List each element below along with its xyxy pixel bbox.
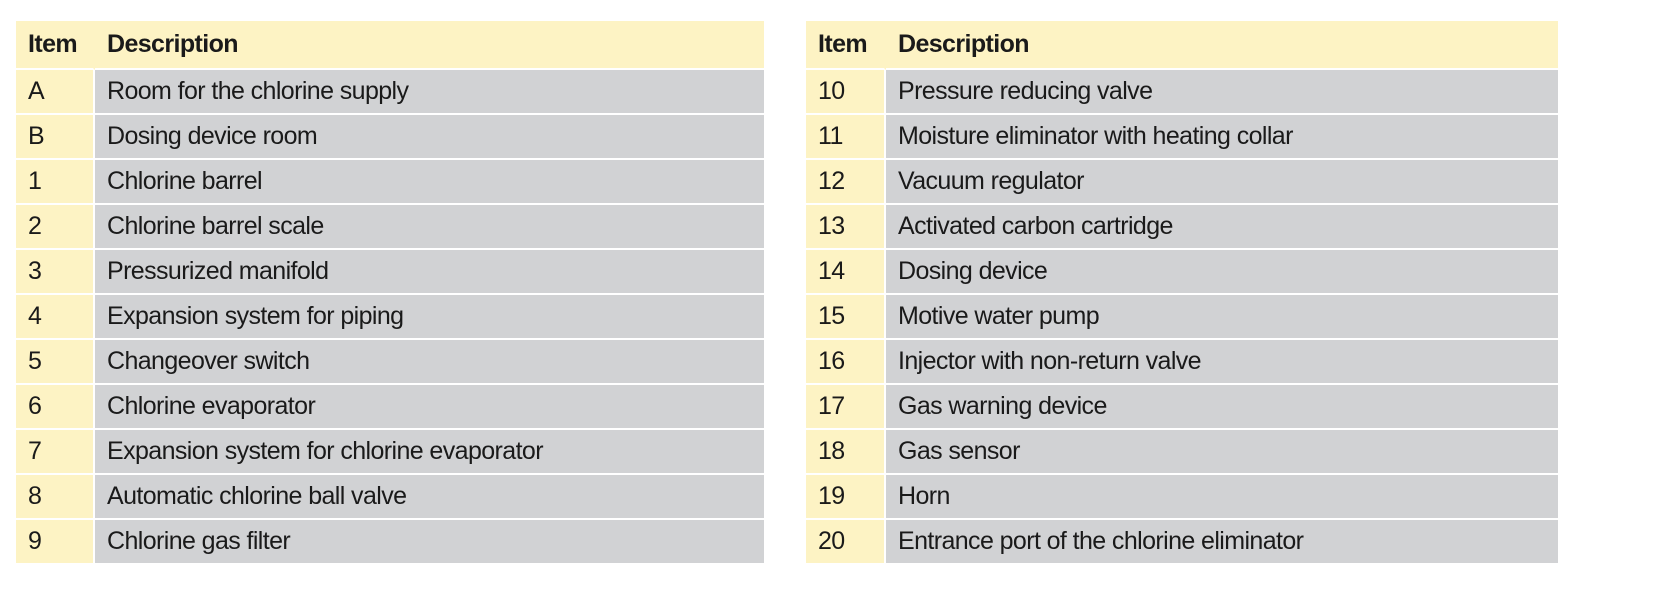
item-cell: 6 [16,385,95,430]
item-cell: 2 [16,205,95,250]
item-column-header: Item [806,21,886,70]
description-column-header: Description [95,21,764,70]
description-cell: Chlorine barrel scale [95,205,764,250]
table-row [806,475,1558,520]
table-row [806,385,1558,430]
description-cell: Changeover switch [95,340,764,385]
description-column-header: Description [886,21,1558,70]
item-cell: 4 [16,295,95,340]
item-cell: 3 [16,250,95,295]
table-row [16,385,764,430]
description-cell: Vacuum regulator [886,160,1558,205]
item-cell: 16 [806,340,886,385]
item-cell: 1 [16,160,95,205]
table-header-row [16,21,764,70]
description-cell: Motive water pump [886,295,1558,340]
description-cell: Gas warning device [886,385,1558,430]
item-cell: 7 [16,430,95,475]
description-cell: Moisture eliminator with heating collar [886,115,1558,160]
item-cell: B [16,115,95,160]
item-cell: 14 [806,250,886,295]
item-cell: 18 [806,430,886,475]
table-row [16,70,764,115]
legend-table-right [806,21,1558,565]
table-header-row [806,21,1558,70]
table-row [806,250,1558,295]
description-cell: Chlorine gas filter [95,520,764,565]
description-cell: Dosing device [886,250,1558,295]
table-row [16,205,764,250]
table-row [806,160,1558,205]
item-cell: 10 [806,70,886,115]
description-cell: Chlorine evaporator [95,385,764,430]
table-row [16,430,764,475]
item-cell: 11 [806,115,886,160]
legend-table-left [16,21,764,565]
description-cell: Dosing device room [95,115,764,160]
table-row [806,205,1558,250]
table-row [16,115,764,160]
item-cell: 12 [806,160,886,205]
table-row [16,250,764,295]
item-cell: 17 [806,385,886,430]
item-cell: 9 [16,520,95,565]
description-cell: Room for the chlorine supply [95,70,764,115]
table-row [806,520,1558,565]
description-cell: Expansion system for chlorine evaporator [95,430,764,475]
item-cell: A [16,70,95,115]
table-row [16,520,764,565]
table-row [806,340,1558,385]
table-row [16,475,764,520]
description-cell: Horn [886,475,1558,520]
table-row [16,340,764,385]
description-cell: Automatic chlorine ball valve [95,475,764,520]
item-cell: 13 [806,205,886,250]
description-cell: Activated carbon cartridge [886,205,1558,250]
table-row [806,430,1558,475]
item-cell: 19 [806,475,886,520]
item-cell: 15 [806,295,886,340]
description-cell: Pressure reducing valve [886,70,1558,115]
description-cell: Injector with non-return valve [886,340,1558,385]
description-cell: Pressurized manifold [95,250,764,295]
description-cell: Entrance port of the chlorine eliminator [886,520,1558,565]
description-cell: Expansion system for piping [95,295,764,340]
item-cell: 8 [16,475,95,520]
description-cell: Gas sensor [886,430,1558,475]
item-cell: 20 [806,520,886,565]
description-cell: Chlorine barrel [95,160,764,205]
item-column-header: Item [16,21,95,70]
table-row [806,70,1558,115]
table-row [806,115,1558,160]
table-row [16,160,764,205]
table-row [16,295,764,340]
table-row [806,295,1558,340]
item-cell: 5 [16,340,95,385]
